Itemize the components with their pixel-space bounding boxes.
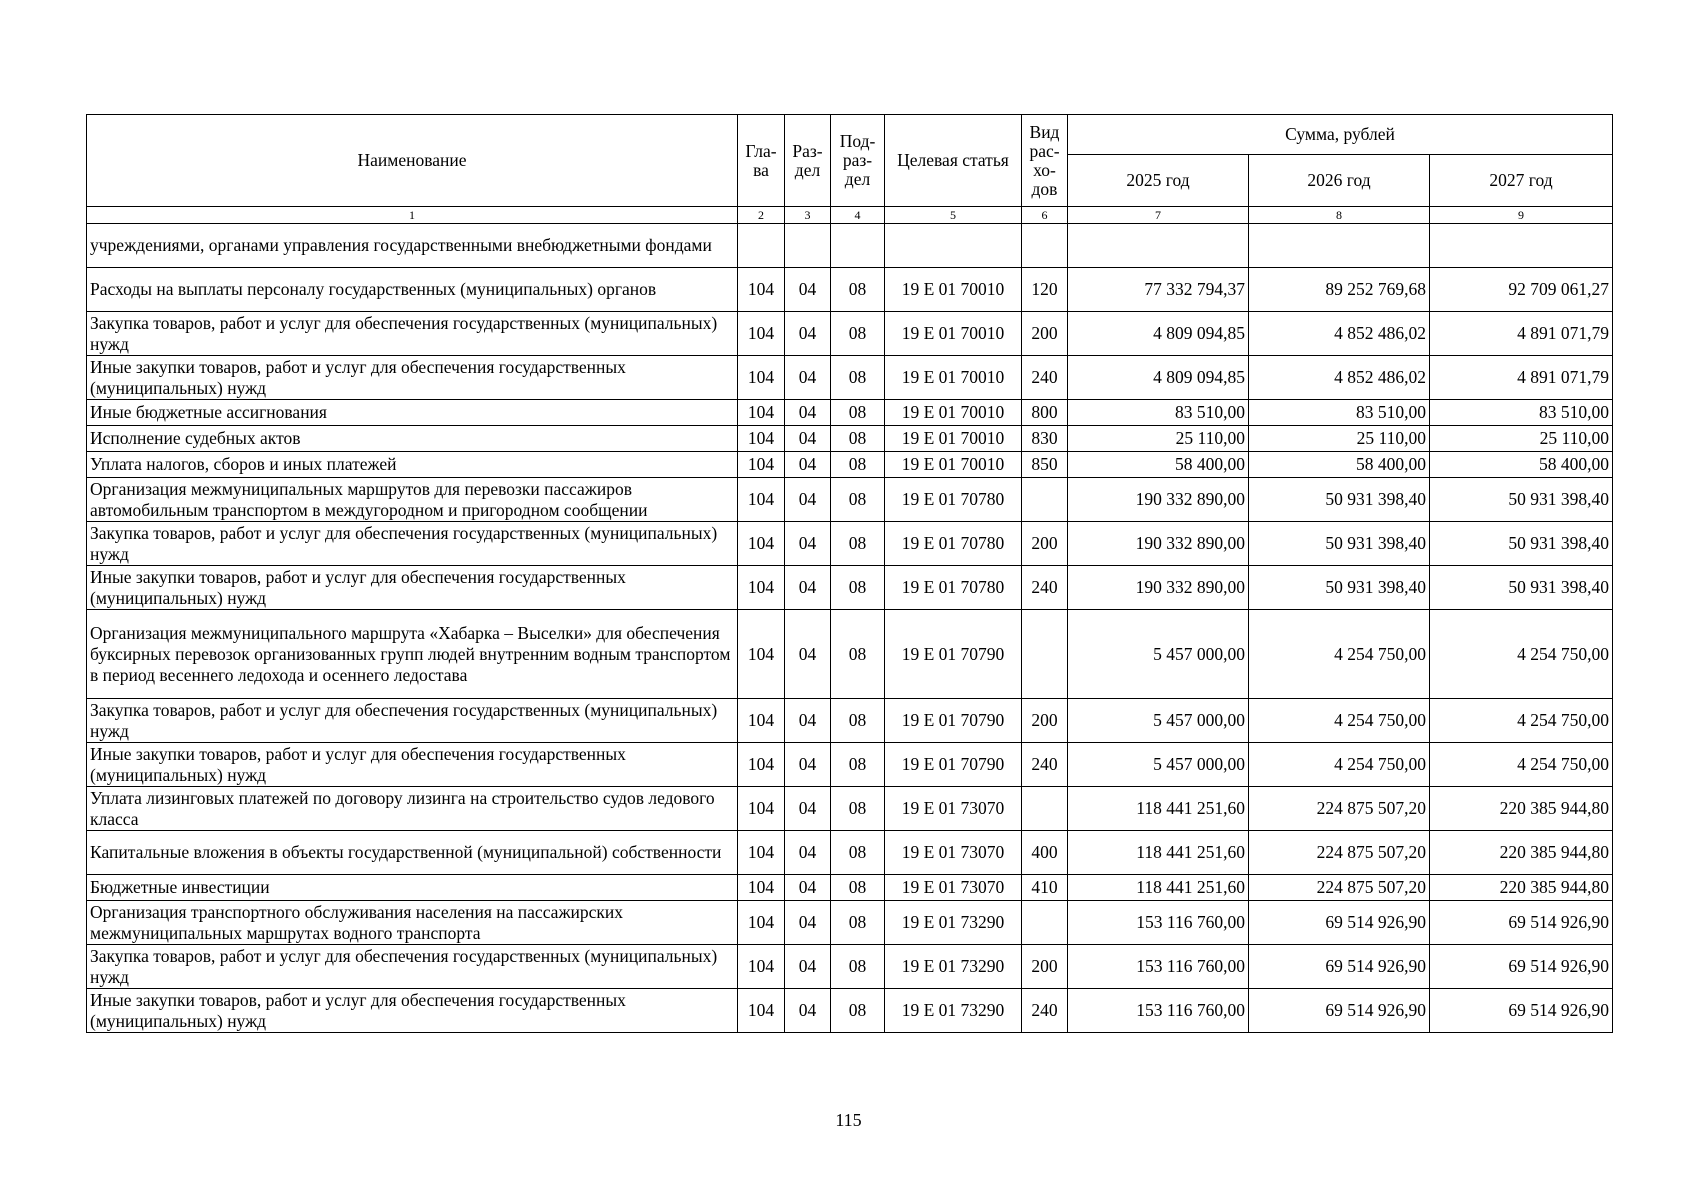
row-sum-2025: 118 441 251,60 — [1068, 787, 1249, 831]
row-sum-2025: 190 332 890,00 — [1068, 566, 1249, 610]
row-name: Закупка товаров, работ и услуг для обеспечения государственных (муниципальных) нужд — [87, 945, 738, 989]
row-glava: 104 — [738, 610, 785, 699]
row-sum-2026: 4 254 750,00 — [1249, 743, 1430, 787]
column-number: 4 — [831, 207, 885, 224]
row-sum-2026: 69 514 926,90 — [1249, 901, 1430, 945]
row-podrazdel: 08 — [831, 901, 885, 945]
row-target — [885, 224, 1022, 268]
row-sum-2025 — [1068, 224, 1249, 268]
row-sum-2025: 5 457 000,00 — [1068, 699, 1249, 743]
row-sum-2027 — [1430, 224, 1613, 268]
header-podrazdel: Под-раз-дел — [831, 115, 885, 207]
row-vid — [1022, 478, 1068, 522]
row-sum-2025: 4 809 094,85 — [1068, 356, 1249, 400]
row-sum-2025: 118 441 251,60 — [1068, 831, 1249, 875]
header-razdel: Раз-дел — [785, 115, 831, 207]
row-name: Иные бюджетные ассигнования — [87, 400, 738, 426]
table-row — [87, 566, 1613, 610]
table-row — [87, 356, 1613, 400]
row-target: 19 Е 01 73290 — [885, 989, 1022, 1033]
row-name: Закупка товаров, работ и услуг для обеспечения государственных (муниципальных) нужд — [87, 522, 738, 566]
row-target: 19 Е 01 70780 — [885, 566, 1022, 610]
row-razdel: 04 — [785, 610, 831, 699]
column-number: 5 — [885, 207, 1022, 224]
row-sum-2026: 224 875 507,20 — [1249, 831, 1430, 875]
row-glava: 104 — [738, 400, 785, 426]
table-row — [87, 989, 1613, 1033]
row-sum-2026: 4 852 486,02 — [1249, 356, 1430, 400]
row-sum-2027: 92 709 061,27 — [1430, 268, 1613, 312]
row-sum-2025: 153 116 760,00 — [1068, 901, 1249, 945]
row-razdel: 04 — [785, 478, 831, 522]
row-name: Иные закупки товаров, работ и услуг для обеспечения государственных (муниципальных) нужд — [87, 743, 738, 787]
row-name: Организация межмуниципального маршрута «Хабарка – Выселки» для обеспечения буксирных перевозок организованных групп людей внутренним водным транспортом в период весеннего ледохода и осеннего ледостава — [87, 610, 738, 699]
column-number: 1 — [87, 207, 738, 224]
row-vid: 240 — [1022, 743, 1068, 787]
row-razdel: 04 — [785, 787, 831, 831]
header-year-2026: 2026 год — [1249, 155, 1430, 207]
row-sum-2025: 153 116 760,00 — [1068, 989, 1249, 1033]
row-sum-2027: 4 891 071,79 — [1430, 356, 1613, 400]
row-glava: 104 — [738, 989, 785, 1033]
row-sum-2026: 50 931 398,40 — [1249, 522, 1430, 566]
column-number: 3 — [785, 207, 831, 224]
row-podrazdel: 08 — [831, 945, 885, 989]
row-vid: 200 — [1022, 945, 1068, 989]
row-podrazdel: 08 — [831, 268, 885, 312]
row-sum-2025: 190 332 890,00 — [1068, 478, 1249, 522]
row-sum-2026: 89 252 769,68 — [1249, 268, 1430, 312]
table-row — [87, 945, 1613, 989]
row-name: Уплата налогов, сборов и иных платежей — [87, 452, 738, 478]
row-vid: 200 — [1022, 699, 1068, 743]
row-sum-2025: 190 332 890,00 — [1068, 522, 1249, 566]
row-glava: 104 — [738, 566, 785, 610]
row-glava: 104 — [738, 478, 785, 522]
row-sum-2026: 224 875 507,20 — [1249, 875, 1430, 901]
row-podrazdel: 08 — [831, 312, 885, 356]
row-sum-2027: 69 514 926,90 — [1430, 901, 1613, 945]
column-number: 8 — [1249, 207, 1430, 224]
row-podrazdel: 08 — [831, 989, 885, 1033]
row-sum-2026: 69 514 926,90 — [1249, 945, 1430, 989]
budget-table — [86, 114, 1613, 1033]
row-sum-2026: 83 510,00 — [1249, 400, 1430, 426]
row-name: Организация транспортного обслуживания населения на пассажирских межмуниципальных маршрутах водного транспорта — [87, 901, 738, 945]
column-number: 6 — [1022, 207, 1068, 224]
row-razdel: 04 — [785, 356, 831, 400]
table-row — [87, 224, 1613, 268]
row-sum-2026: 25 110,00 — [1249, 426, 1430, 452]
header-name: Наименование — [87, 115, 738, 207]
row-target: 19 Е 01 70010 — [885, 312, 1022, 356]
row-sum-2027: 50 931 398,40 — [1430, 566, 1613, 610]
row-sum-2027: 220 385 944,80 — [1430, 831, 1613, 875]
column-numbers-row — [87, 207, 1613, 224]
table-row — [87, 610, 1613, 699]
row-target: 19 Е 01 73290 — [885, 901, 1022, 945]
row-sum-2027: 58 400,00 — [1430, 452, 1613, 478]
row-glava: 104 — [738, 426, 785, 452]
row-podrazdel: 08 — [831, 831, 885, 875]
row-glava: 104 — [738, 743, 785, 787]
row-vid: 240 — [1022, 989, 1068, 1033]
row-sum-2027: 4 254 750,00 — [1430, 699, 1613, 743]
row-target: 19 Е 01 73290 — [885, 945, 1022, 989]
header-target: Целевая статья — [885, 115, 1022, 207]
column-number: 2 — [738, 207, 785, 224]
row-razdel: 04 — [785, 743, 831, 787]
table-row — [87, 426, 1613, 452]
row-target: 19 Е 01 70010 — [885, 400, 1022, 426]
row-target: 19 Е 01 73070 — [885, 831, 1022, 875]
row-vid: 850 — [1022, 452, 1068, 478]
row-target: 19 Е 01 70010 — [885, 452, 1022, 478]
row-sum-2025: 4 809 094,85 — [1068, 312, 1249, 356]
row-glava: 104 — [738, 787, 785, 831]
row-podrazdel: 08 — [831, 426, 885, 452]
row-podrazdel: 08 — [831, 356, 885, 400]
row-sum-2027: 50 931 398,40 — [1430, 522, 1613, 566]
row-razdel: 04 — [785, 901, 831, 945]
row-name: Уплата лизинговых платежей по договору лизинга на строительство судов ледового класса — [87, 787, 738, 831]
row-razdel — [785, 224, 831, 268]
row-target: 19 Е 01 70010 — [885, 356, 1022, 400]
row-glava: 104 — [738, 312, 785, 356]
row-name: Расходы на выплаты персоналу государственных (муниципальных) органов — [87, 268, 738, 312]
row-razdel: 04 — [785, 945, 831, 989]
row-sum-2026: 4 852 486,02 — [1249, 312, 1430, 356]
table-row — [87, 875, 1613, 901]
row-glava: 104 — [738, 875, 785, 901]
row-vid — [1022, 224, 1068, 268]
row-vid — [1022, 610, 1068, 699]
row-name: Закупка товаров, работ и услуг для обеспечения государственных (муниципальных) нужд — [87, 699, 738, 743]
page-number: 115 — [835, 1110, 862, 1130]
row-vid: 240 — [1022, 356, 1068, 400]
row-sum-2027: 4 254 750,00 — [1430, 743, 1613, 787]
row-glava: 104 — [738, 268, 785, 312]
header-glava: Гла-ва — [738, 115, 785, 207]
table-body — [87, 224, 1613, 1033]
row-sum-2025: 153 116 760,00 — [1068, 945, 1249, 989]
row-podrazdel: 08 — [831, 610, 885, 699]
row-sum-2026: 4 254 750,00 — [1249, 699, 1430, 743]
row-name: Иные закупки товаров, работ и услуг для обеспечения государственных (муниципальных) нужд — [87, 566, 738, 610]
row-glava: 104 — [738, 356, 785, 400]
row-vid — [1022, 901, 1068, 945]
table-row — [87, 478, 1613, 522]
row-razdel: 04 — [785, 312, 831, 356]
row-vid: 410 — [1022, 875, 1068, 901]
table-row — [87, 743, 1613, 787]
row-target: 19 Е 01 73070 — [885, 875, 1022, 901]
row-podrazdel: 08 — [831, 478, 885, 522]
row-sum-2027: 4 254 750,00 — [1430, 610, 1613, 699]
row-sum-2026: 69 514 926,90 — [1249, 989, 1430, 1033]
row-vid: 800 — [1022, 400, 1068, 426]
table-row — [87, 312, 1613, 356]
row-razdel: 04 — [785, 566, 831, 610]
row-razdel: 04 — [785, 831, 831, 875]
table-row — [87, 699, 1613, 743]
row-sum-2026: 4 254 750,00 — [1249, 610, 1430, 699]
row-target: 19 Е 01 70790 — [885, 610, 1022, 699]
row-glava: 104 — [738, 699, 785, 743]
row-razdel: 04 — [785, 400, 831, 426]
row-sum-2026: 50 931 398,40 — [1249, 478, 1430, 522]
row-podrazdel: 08 — [831, 452, 885, 478]
row-sum-2027: 25 110,00 — [1430, 426, 1613, 452]
table-row — [87, 831, 1613, 875]
row-sum-2027: 83 510,00 — [1430, 400, 1613, 426]
table-row — [87, 901, 1613, 945]
row-glava: 104 — [738, 901, 785, 945]
row-podrazdel: 08 — [831, 787, 885, 831]
row-vid: 200 — [1022, 312, 1068, 356]
row-sum-2025: 77 332 794,37 — [1068, 268, 1249, 312]
row-target: 19 Е 01 70780 — [885, 522, 1022, 566]
row-target: 19 Е 01 70790 — [885, 699, 1022, 743]
row-name: Бюджетные инвестиции — [87, 875, 738, 901]
row-sum-2027: 4 891 071,79 — [1430, 312, 1613, 356]
row-target: 19 Е 01 73070 — [885, 787, 1022, 831]
row-vid: 200 — [1022, 522, 1068, 566]
row-sum-2026: 224 875 507,20 — [1249, 787, 1430, 831]
row-target: 19 Е 01 70010 — [885, 426, 1022, 452]
table-row — [87, 400, 1613, 426]
row-name: Организация межмуниципальных маршрутов для перевозки пассажиров автомобильным транспортом в междугородном и пригородном сообщении — [87, 478, 738, 522]
table-row — [87, 522, 1613, 566]
row-sum-2027: 69 514 926,90 — [1430, 945, 1613, 989]
row-razdel: 04 — [785, 268, 831, 312]
row-vid — [1022, 787, 1068, 831]
row-vid: 830 — [1022, 426, 1068, 452]
row-razdel: 04 — [785, 875, 831, 901]
table-row — [87, 268, 1613, 312]
row-razdel: 04 — [785, 989, 831, 1033]
row-sum-2027: 69 514 926,90 — [1430, 989, 1613, 1033]
row-name: Иные закупки товаров, работ и услуг для обеспечения государственных (муниципальных) нужд — [87, 989, 738, 1033]
column-number: 7 — [1068, 207, 1249, 224]
row-vid: 120 — [1022, 268, 1068, 312]
row-podrazdel: 08 — [831, 566, 885, 610]
row-sum-2025: 83 510,00 — [1068, 400, 1249, 426]
row-sum-2025: 118 441 251,60 — [1068, 875, 1249, 901]
row-glava — [738, 224, 785, 268]
table-row — [87, 787, 1613, 831]
row-razdel: 04 — [785, 452, 831, 478]
row-name: Закупка товаров, работ и услуг для обеспечения государственных (муниципальных) нужд — [87, 312, 738, 356]
row-podrazdel: 08 — [831, 400, 885, 426]
row-glava: 104 — [738, 522, 785, 566]
row-sum-2025: 5 457 000,00 — [1068, 743, 1249, 787]
row-podrazdel: 08 — [831, 522, 885, 566]
row-name: учреждениями, органами управления государственными внебюджетными фондами — [87, 224, 738, 268]
row-razdel: 04 — [785, 699, 831, 743]
row-razdel: 04 — [785, 522, 831, 566]
row-sum-2027: 220 385 944,80 — [1430, 787, 1613, 831]
row-name: Иные закупки товаров, работ и услуг для обеспечения государственных (муниципальных) нужд — [87, 356, 738, 400]
row-vid: 400 — [1022, 831, 1068, 875]
row-podrazdel — [831, 224, 885, 268]
row-podrazdel: 08 — [831, 699, 885, 743]
row-sum-2026 — [1249, 224, 1430, 268]
row-target: 19 Е 01 70780 — [885, 478, 1022, 522]
row-sum-2027: 50 931 398,40 — [1430, 478, 1613, 522]
row-podrazdel: 08 — [831, 743, 885, 787]
row-glava: 104 — [738, 452, 785, 478]
header-sum: Сумма, рублей — [1068, 115, 1613, 155]
column-number: 9 — [1430, 207, 1613, 224]
row-razdel: 04 — [785, 426, 831, 452]
row-sum-2026: 58 400,00 — [1249, 452, 1430, 478]
header-year-2025: 2025 год — [1068, 155, 1249, 207]
row-sum-2025: 58 400,00 — [1068, 452, 1249, 478]
header-year-2027: 2027 год — [1430, 155, 1613, 207]
row-sum-2026: 50 931 398,40 — [1249, 566, 1430, 610]
row-sum-2025: 25 110,00 — [1068, 426, 1249, 452]
row-target: 19 Е 01 70010 — [885, 268, 1022, 312]
row-sum-2027: 220 385 944,80 — [1430, 875, 1613, 901]
header-vid: Вид рас-хо-дов — [1022, 115, 1068, 207]
row-glava: 104 — [738, 831, 785, 875]
row-name: Исполнение судебных актов — [87, 426, 738, 452]
row-vid: 240 — [1022, 566, 1068, 610]
row-name: Капитальные вложения в объекты государственной (муниципальной) собственности — [87, 831, 738, 875]
row-glava: 104 — [738, 945, 785, 989]
row-podrazdel: 08 — [831, 875, 885, 901]
table-row — [87, 452, 1613, 478]
row-target: 19 Е 01 70790 — [885, 743, 1022, 787]
row-sum-2025: 5 457 000,00 — [1068, 610, 1249, 699]
